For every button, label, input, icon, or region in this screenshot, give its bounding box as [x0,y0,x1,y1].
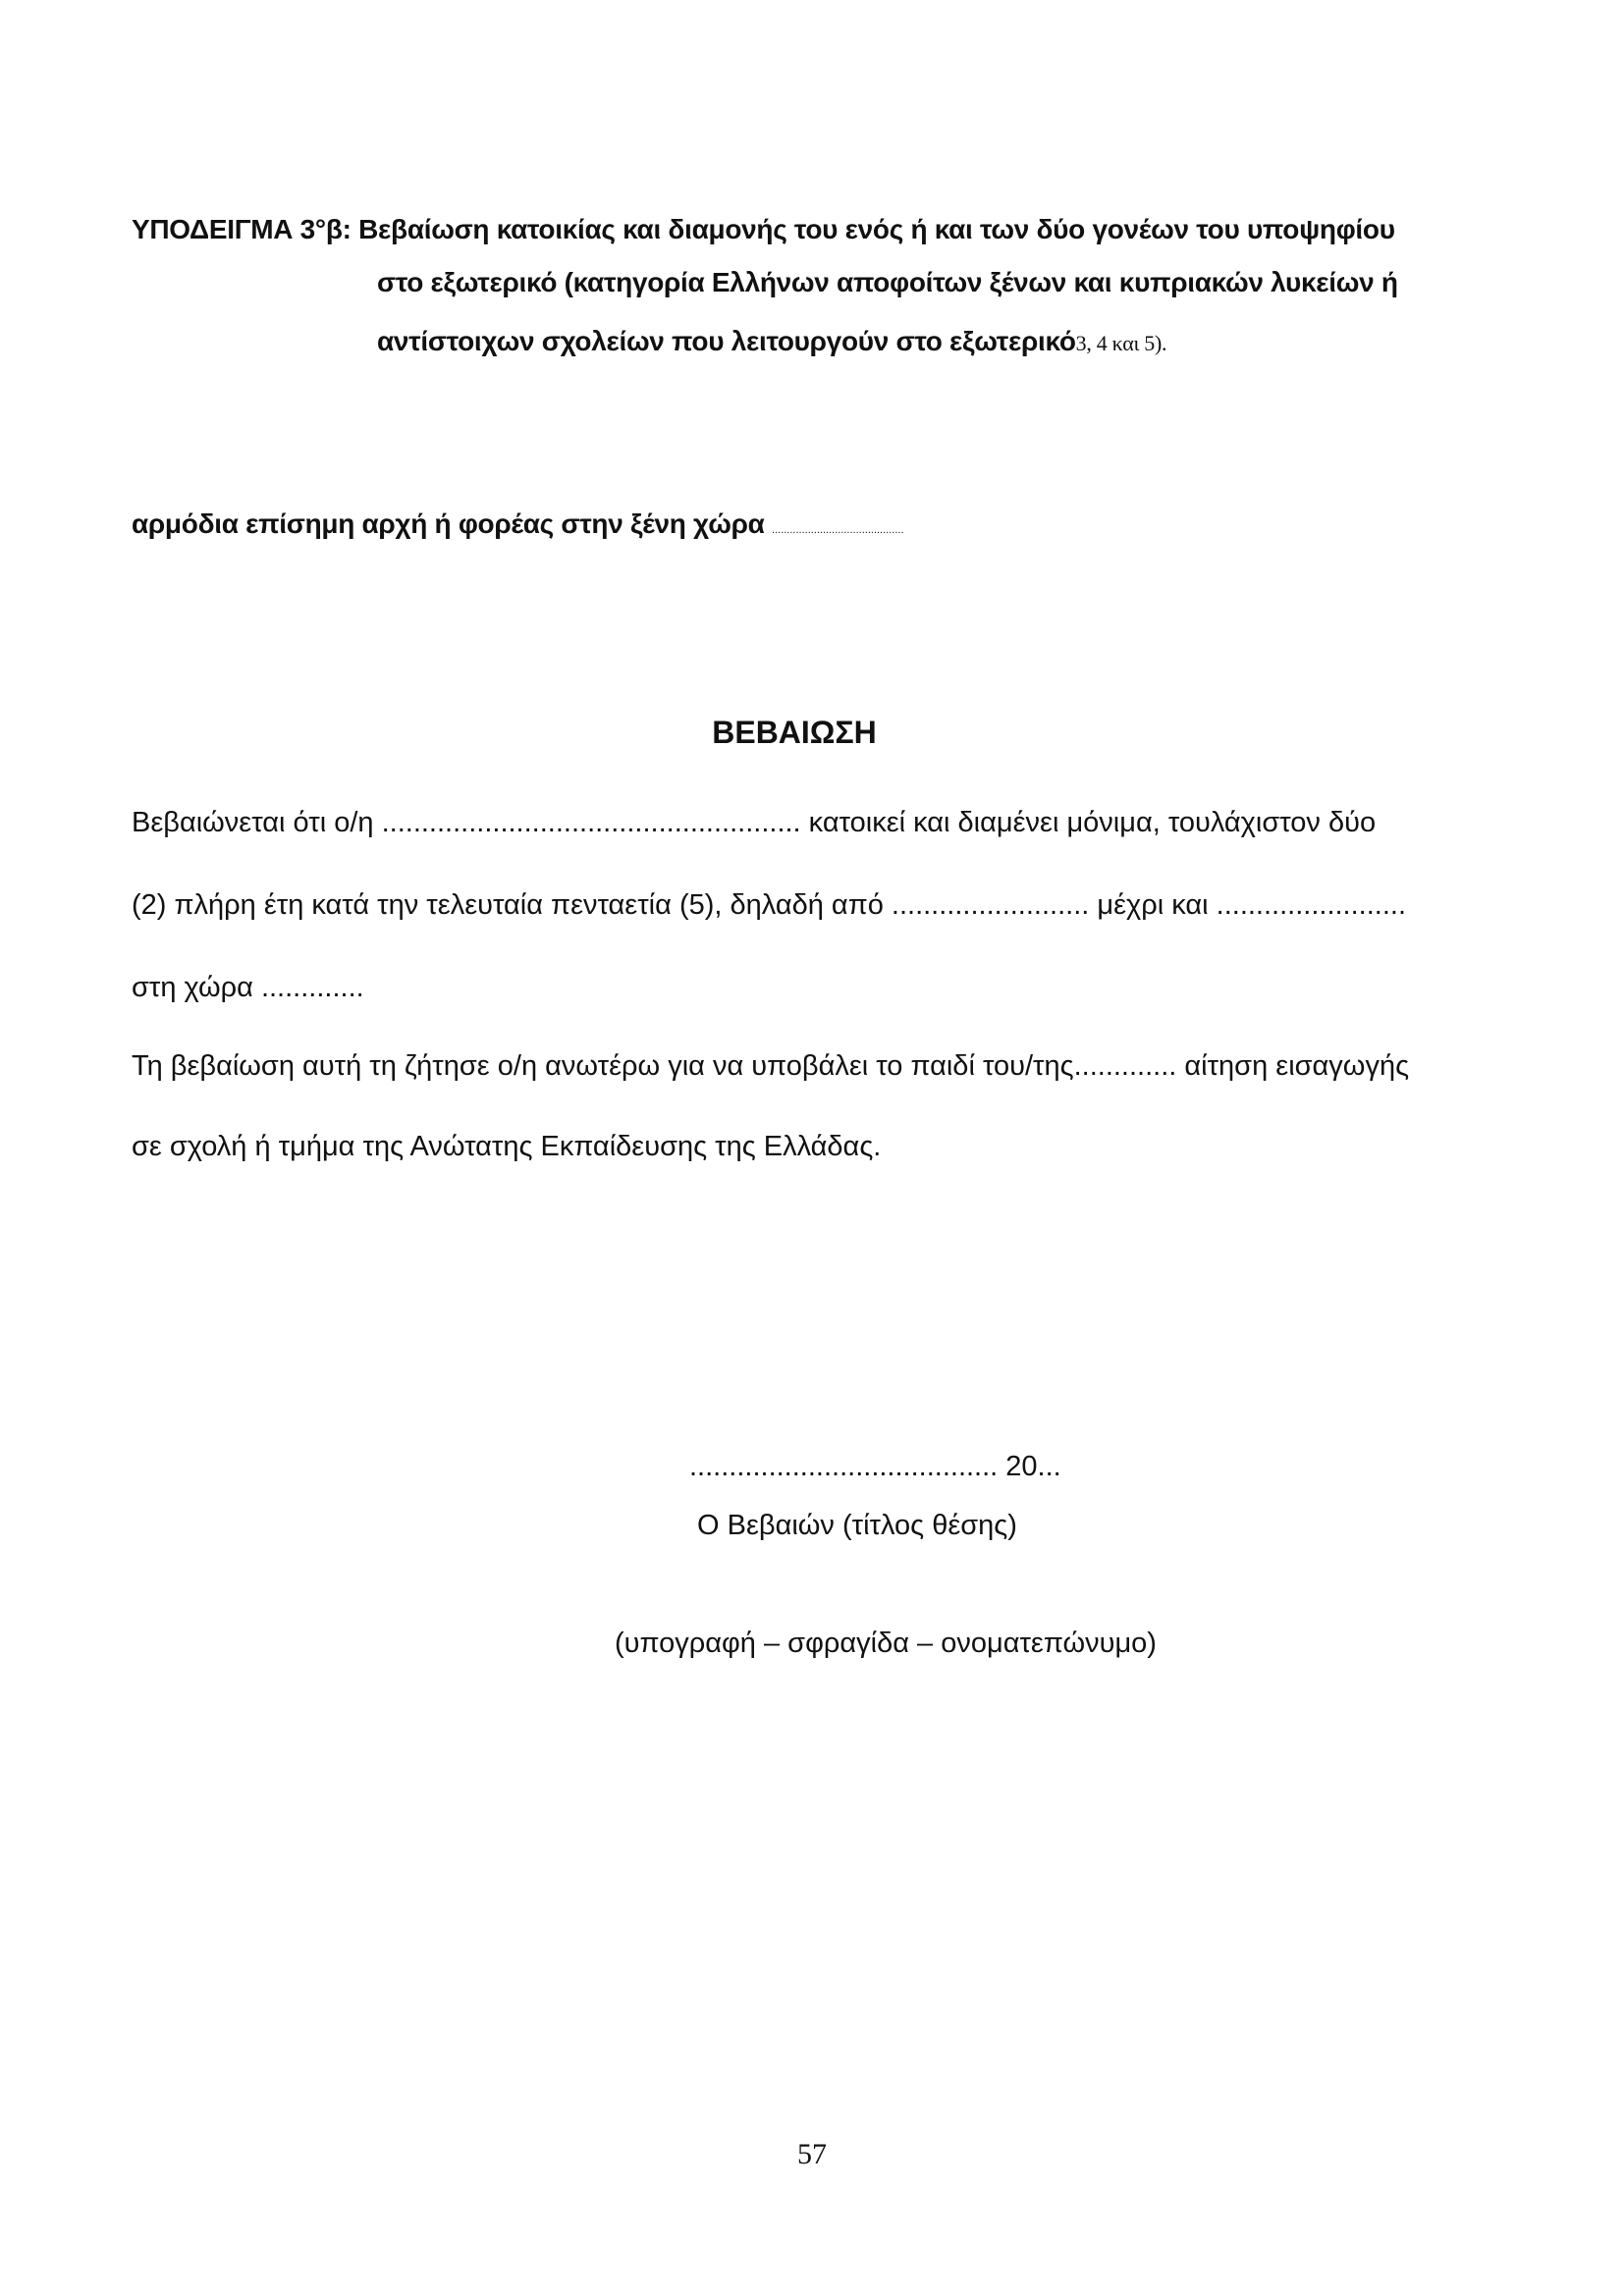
signature-stamp-note: (υπογραφή – σφραγίδα – ονοματεπώνυμο) [615,1628,1157,1659]
signer-title: Ο Βεβαιών (τίτλος θέσης) [697,1510,1017,1541]
issuing-authority-line [132,508,904,540]
heading-text-1: Βεβαίωση κατοικίας και διαμονής του ενός ή και των δύο γονέων του υποψηφίου [351,214,1395,244]
footnote-refs: 3, 4 και 5 [1075,331,1156,355]
body-line-5: σε σχολή ή τμήμα της Ανώτατης Εκπαίδευσης της Ελλάδας. [132,1131,882,1162]
heading-close: ). [1155,331,1167,355]
heading-text-3: αντίστοιχων σχολείων που λειτουργούν στο εξωτερικό [377,326,1076,356]
template-heading-line-3 [377,326,1166,357]
issuing-authority-label: αρμόδια επίσημη αρχή ή φορέας στην ξένη χώρα [132,508,773,539]
body-line-3: στη χώρα ............. [132,972,364,1003]
template-heading-line-2 [377,267,1398,298]
body-line-1: Βεβαιώνεται ότι ο/η ..................................................... κατοικεί και διαμένει μόνιμα, τουλάχιστον δύο [132,807,1377,838]
page-number: 57 [797,2138,827,2170]
place-date-line: ....................................... 20... [689,1451,1061,1482]
template-heading-line-1 [132,214,1395,245]
template-label: ΥΠΟΔΕΙΓΜΑ 3°β: [132,214,352,244]
heading-text-2: στο εξωτερικό (κατηγορία Ελλήνων αποφοίτων ξένων και κυπριακών λυκείων ή [377,267,1398,297]
body-line-2: (2) πλήρη έτη κατά την τελευταία πενταετία (5), δηλαδή από ......................... μέχρι και ........................ [132,889,1407,921]
issuing-authority-blank: ............................................ [772,524,904,536]
body-line-4: Τη βεβαίωση αυτή τη ζήτησε ο/η ανωτέρω για να υποβάλει το παιδί του/της............. αίτηση εισαγωγής [132,1050,1410,1082]
document-title: ΒΕΒΑΙΩΣΗ [712,715,877,750]
